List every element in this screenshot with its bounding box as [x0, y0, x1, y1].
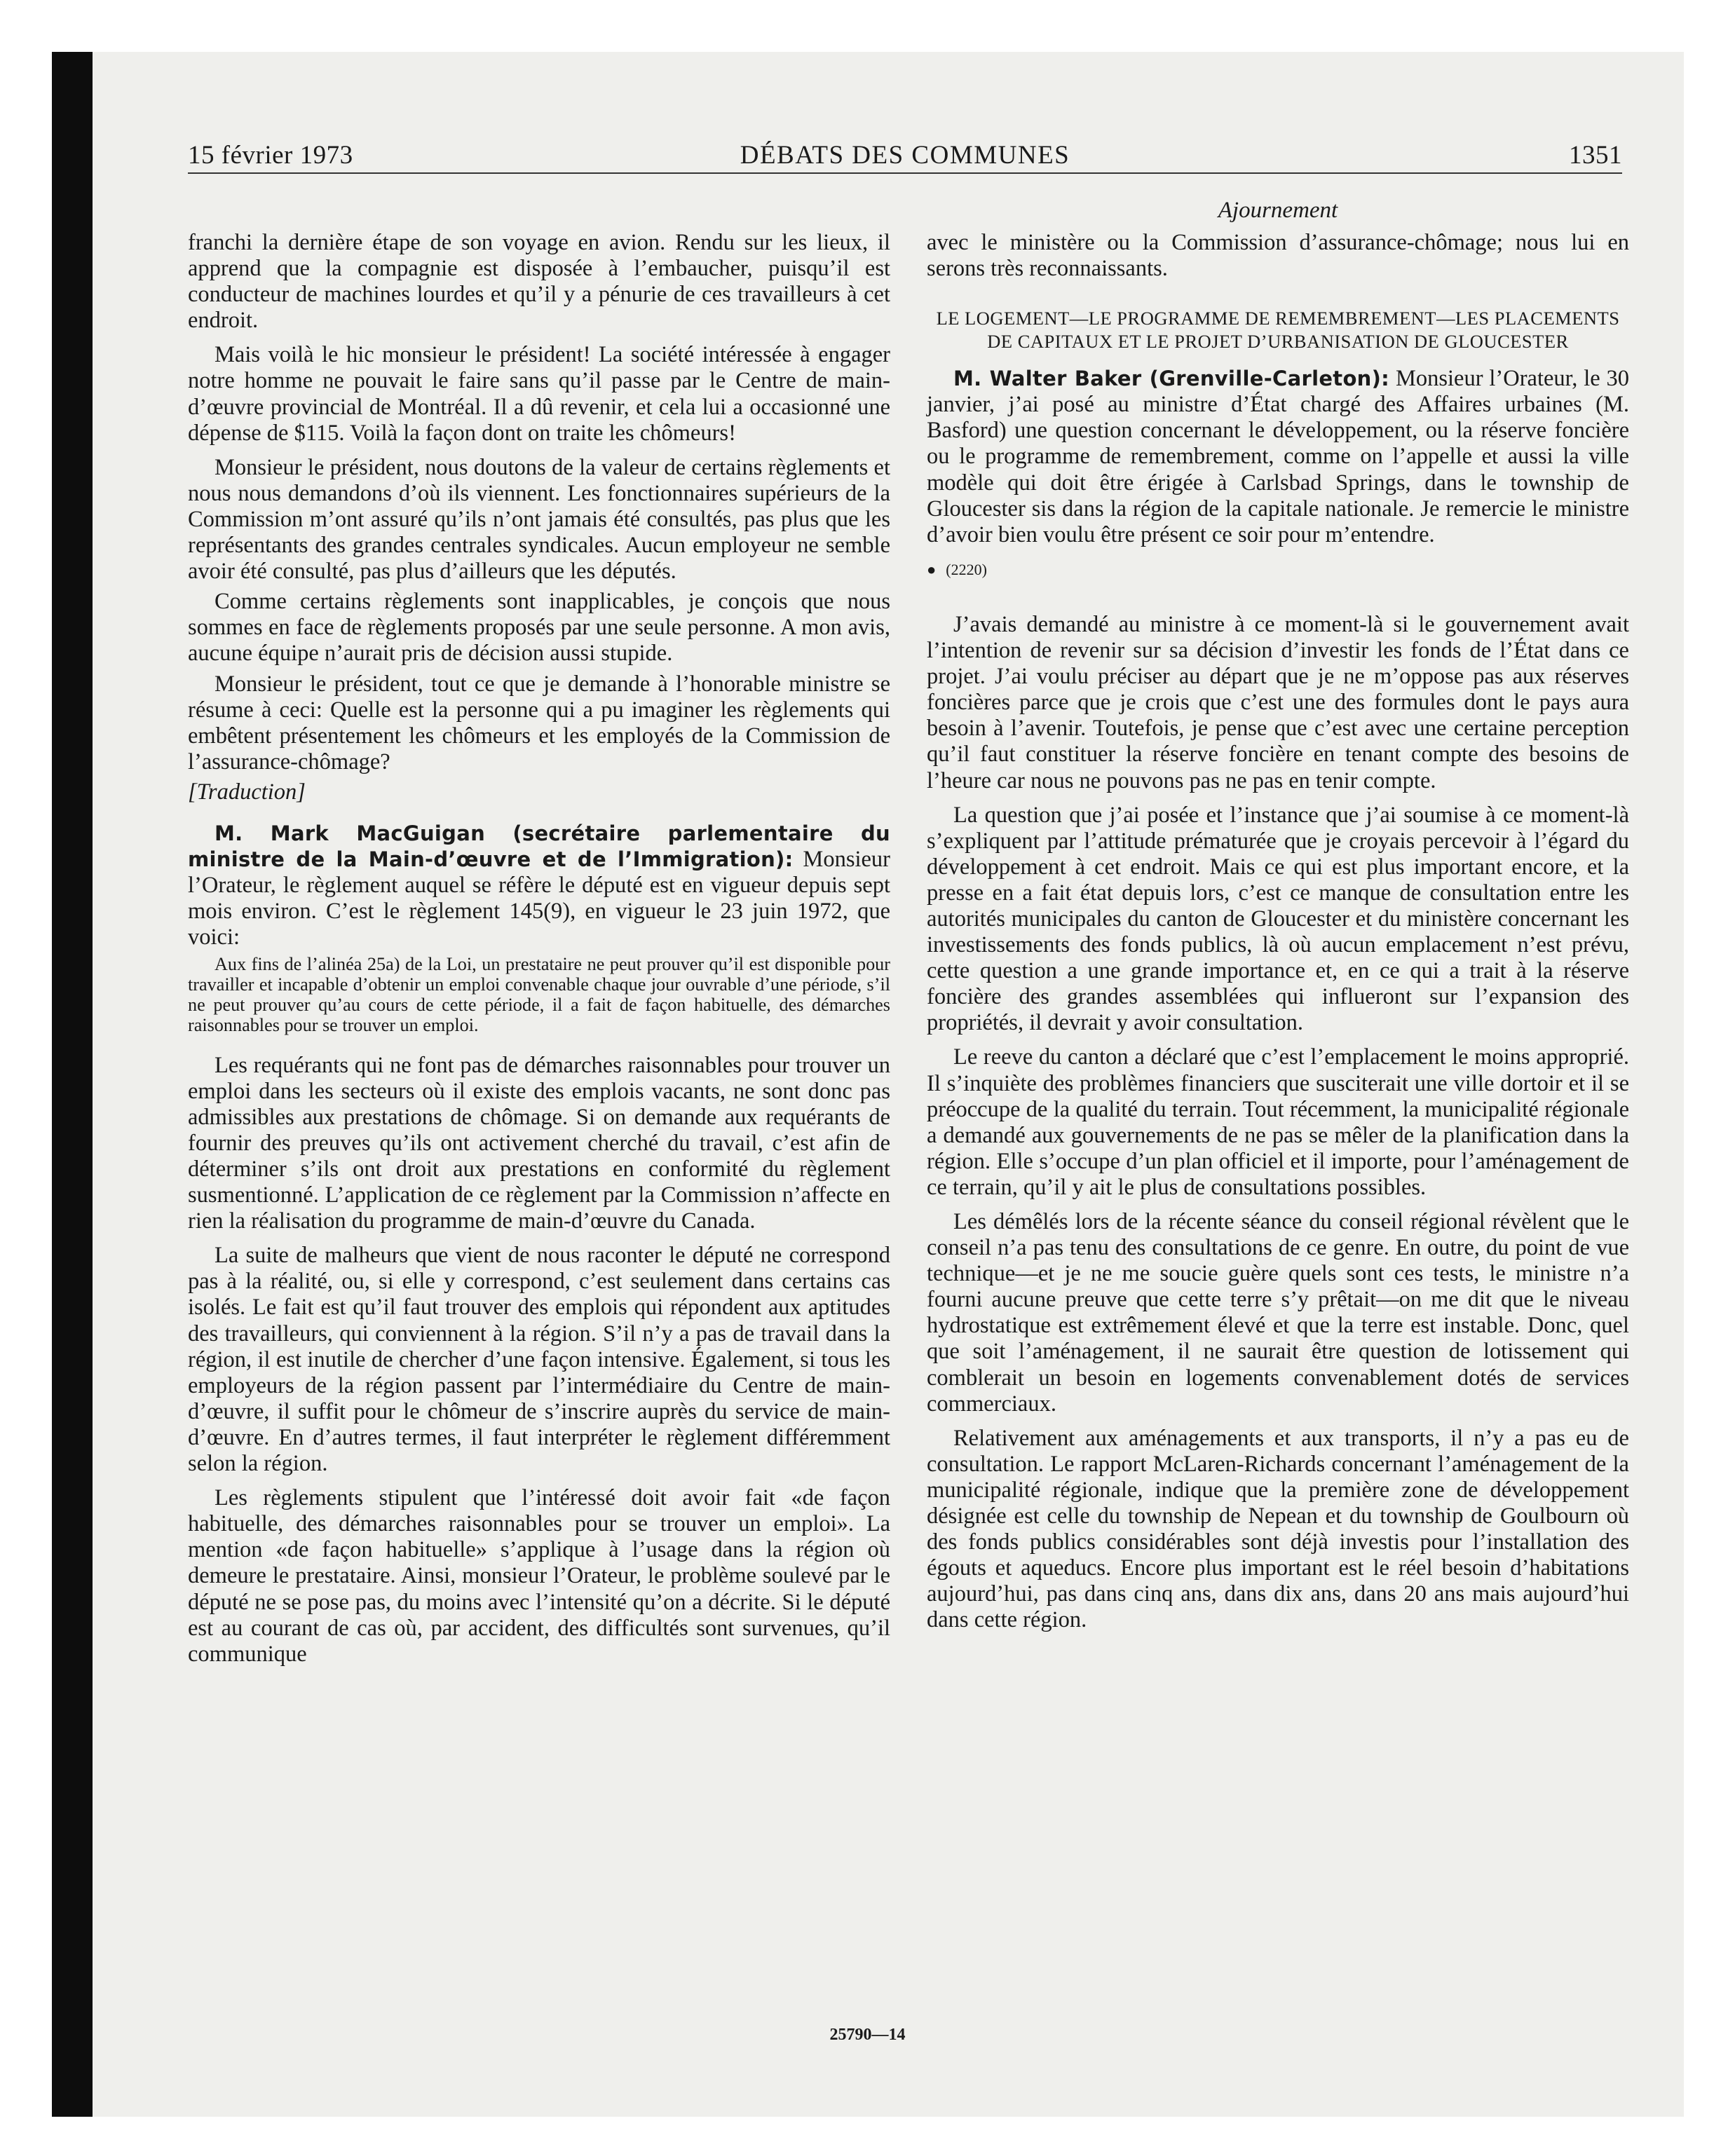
- paragraph: Les requérants qui ne font pas de démarches raisonnables pour trouver un emploi dans les secteurs où il existe des emplois vacants, ne sont donc pas admissibles aux prestations de chômage. Si on demande aux requérants de fournir des preuves qu’ils ont activement cherché du travail, c’est afin de déterminer s’ils ont droit aux prestations en conformité du règlement susmentionné. L’application de ce règlement par la Commission n’affecte en rien la réalisation du programme de main-d’œuvre du Canada.: [188, 1052, 890, 1234]
- paragraph: Comme certains règlements sont inapplicables, je conçois que nous sommes en face de règlements proposés par une seule personne. A mon avis, aucune équipe n’aurait pris de décision aussi stupide.: [188, 589, 890, 667]
- paragraph: Mais voilà le hic monsieur le président! La société intéressée à engager notre homme ne pouvait le faire sans qu’il passe par le Centre de main-d’œuvre provincial de Montréal. Il a dû revenir, et cela lui a occasionné une dépense de $115. Voilà la façon dont on traite les chômeurs!: [188, 342, 890, 446]
- speech-text: Monsieur l’Orateur, le règlement auquel se réfère le député est en vigueur depuis sept mois environ. C’est le règlement 145(9), en vigueur le 23 juin 1972, que voici:: [188, 847, 890, 950]
- paragraph: avec le ministère ou la Commission d’assurance-chômage; nous lui en serons très reconnaissants.: [927, 230, 1629, 282]
- speaker-name: M. Mark MacGuigan (secrétaire parlementaire du ministre de la Main-d’œuvre et de l’Immigration):: [188, 821, 890, 872]
- bullet-icon: ●: [927, 560, 937, 578]
- speech-baker: [927, 366, 1629, 548]
- paragraph: Les règlements stipulent que l’intéressé doit avoir fait «de façon habituelle, des démarches raisonnables pour se trouver un emploi». La mention «de façon habituelle» s’applique à l’usage dans la région où demeure le prestataire. Ainsi, monsieur l’Orateur, le problème soulevé par le député ne se pose pas, du moins avec l’intensité qu’on a décrite. Si le député est au courant de cas où, par accident, des difficultés sont survenues, qu’il communique: [188, 1485, 890, 1667]
- header-title: DÉBATS DES COMMUNES: [740, 141, 1070, 170]
- paragraph: Relativement aux aménagements et aux transports, il n’y a pas eu de consultation. Le rapport McLaren-Richards concernant l’aménagement de la municipalité régionale, indique que la première zone de développement désignée est celle du township de Nepean et du township de Goulbourn où des fonds publics considérables sont déjà investis pour l’installation des égouts et aqueducs. Encore plus important est le réel besoin d’habitations aujourd’hui, pas dans cinq ans, dans dix ans, dans 20 ans mais aujourd’hui dans cette région.: [927, 1425, 1629, 1633]
- running-head: Ajournement: [1218, 198, 1338, 223]
- time-mark-text: (2220): [946, 560, 987, 578]
- time-mark: [927, 557, 1629, 582]
- paragraph: franchi la dernière étape de son voyage en avion. Rendu sur les lieux, il apprend que la compagnie est disposée à l’embaucher, puisqu’il est conducteur de machines lourdes et qu’il y a pénurie de ces travailleurs à cet endroit.: [188, 230, 890, 334]
- binding-edge: [52, 52, 93, 2117]
- footer-code: 25790—14: [829, 2026, 906, 2044]
- paragraph: Monsieur le président, nous doutons de la valeur de certains règlements et nous nous demandons d’où ils viennent. Les fonctionnaires supérieurs de la Commission m’ont assuré qu’ils n’ont jamais été consultés, pas plus que les représentants des grandes centrales syndicales. Aucun employeur ne semble avoir été consulté, pas plus d’ailleurs que les députés.: [188, 454, 890, 585]
- speaker-name: M. Walter Baker (Grenville-Carleton):: [953, 367, 1390, 391]
- speech-macguigan: [188, 821, 890, 950]
- paragraph: Le reeve du canton a déclaré que c’est l’emplacement le moins approprié. Il s’inquiète des problèmes financiers que susciterait une ville dortoir et il se préoccupe de la qualité du terrain. Tout récemment, la municipalité régionale a demandé aux gouvernements de ne pas se mêler de la planification dans la région. Elle s’occupe d’un plan officiel et il importe, pour l’aménagement de ce terrain, qu’il y ait le plus de consultations possibles.: [927, 1044, 1629, 1200]
- speech-text: Monsieur l’Orateur, le 30 janvier, j’ai posé au ministre d’État chargé des Affaires urbaines (M. Basford) une question concernant le développement, ou la réserve foncière ou le programme de remembrement, comme on l’appelle et aussi la ville modèle qui doit être érigée à Carlsbad Springs, dans le township de Gloucester sis dans la région de la capitale nationale. Je remercie le ministre d’avoir bien voulu être présent ce soir pour m’entendre.: [927, 366, 1630, 547]
- section-heading: LE LOGEMENT—LE PROGRAMME DE REMEMBREMENT—LES PLACEMENTS DE CAPITAUX ET LE PROJET D’URBANISATION DE GLOUCESTER: [936, 308, 1620, 353]
- paragraph: La suite de malheurs que vient de nous raconter le député ne correspond pas à la réalité, ou, si elle y correspond, c’est seulement dans certains cas isolés. Le fait est qu’il faut trouver des emplois qui répondent aux aptitudes des travailleurs, qui conviennent à la région. S’il n’y a pas de travail dans la région, il est inutile de chercher d’une façon intensive. Également, si tous les employeurs de la région passent par l’intermédiaire du Centre de main-d’œuvre, il suffit pour le chômeur de s’inscrire auprès du service de main-d’œuvre. En d’autres termes, il faut interpréter le règlement différemment selon la région.: [188, 1243, 890, 1477]
- paragraph: J’avais demandé au ministre à ce moment-là si le gouvernement avait l’intention de revenir sur sa décision d’investir les fonds de l’État dans ce projet. J’ai voulu préciser au départ que je ne m’oppose pas aux réserves foncières parce que je crois que c’est une des formules dont le pays aura besoin à l’avenir. Toutefois, je pense que c’est avec une certaine perception qu’il faut constituer la réserve foncière en tenant compte des besoins de l’heure car nous ne pouvons pas ne pas en tenir compte.: [927, 611, 1629, 793]
- paragraph: La question que j’ai posée et l’instance que j’ai soumise à ce moment-là s’expliquent par l’attitude prématurée que je croyais percevoir à l’égard du développement à cet endroit. Mais ce qui est plus important encore, et la presse en a fait état depuis lors, c’est ce manque de consultation entre les autorités municipales du canton de Gloucester et du ministère concernant les investissements des fonds publics, là où aucun emplacement n’est prévu, cette question a une grande importance et, en ce qui a trait à la réserve foncière des grandes assemblées qui influeront sur l’expansion des propriétés, il devrait y avoir consultation.: [927, 802, 1629, 1036]
- page-header: [188, 139, 1622, 174]
- paragraph: Les démêlés lors de la récente séance du conseil régional révèlent que le conseil n’a pas tenu des consultations de ce genre. En outre, du point de vue technique—et je ne me soucie guère quels sont ces tests, le ministre n’a fourni aucune preuve que cette terre s’y prêtait—on me dit que le niveau hydrostatique est extrêmement élevé et que la terre est instable. Donc, quel que soit l’aménagement, il ne saurait être question de lotissement qui comblerait un besoin en logements convenablement dotés de services commerciaux.: [927, 1209, 1629, 1417]
- page-number: 1351: [1569, 141, 1622, 170]
- paragraph: Monsieur le président, tout ce que je demande à l’honorable ministre se résume à ceci: Quelle est la personne qui a pu imaginer les règlements qui embêtent présentement les chômeurs et les employés de la Commission de l’assurance-chômage?: [188, 671, 890, 775]
- header-date: 15 février 1973: [188, 141, 353, 170]
- left-column: [188, 230, 890, 1676]
- translation-note: [Traduction]: [188, 779, 306, 805]
- right-column: [927, 198, 1630, 1642]
- regulation-quote: Aux fins de l’alinéa 25a) de la Loi, un prestataire ne peut prouver qu’il est disponible pour travailler et incapable d’obtenir un emploi convenable chaque jour ouvrable d’une période, s’il ne peut prouver qu’au cours de cette période, il a fait de façon habituelle, des démarches raisonnables pour se trouver un emploi.: [188, 954, 890, 1035]
